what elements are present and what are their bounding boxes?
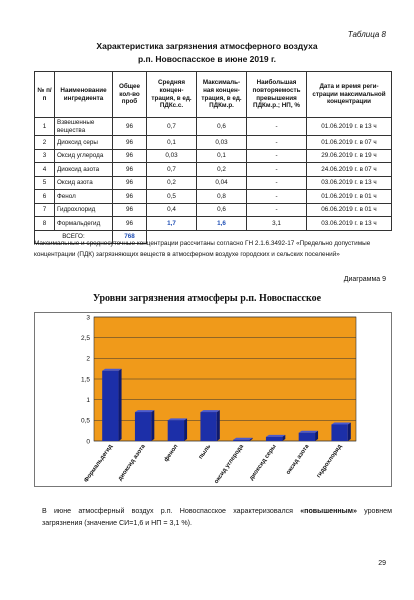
header-samples: Общее кол-во проб <box>113 72 147 118</box>
x-category-label: пыль <box>198 443 213 461</box>
cell-maximum: 0,6 <box>197 203 247 217</box>
table-row <box>35 190 392 204</box>
bar-top <box>299 431 318 433</box>
cell-average: 0,4 <box>147 203 197 217</box>
cell-date: 03.06.2019 г. в 13 ч <box>307 217 392 231</box>
conclusion-bold: «повышенным» <box>300 507 357 515</box>
cell-samples: 96 <box>113 203 147 217</box>
cell-average: 0,1 <box>147 136 197 150</box>
bar <box>233 440 249 441</box>
header-number: № п/п <box>35 72 55 118</box>
header-date: Дата и время реги-страции максимальной концентрации <box>307 72 392 118</box>
header-ingredient: Наименование ингредиента <box>55 72 113 118</box>
cell-maximum: 0,1 <box>197 149 247 163</box>
bar-top <box>233 438 252 440</box>
cell-average: 0,5 <box>147 190 197 204</box>
cell-ingredient: Оксид углерода <box>55 149 113 163</box>
cell-samples: 96 <box>113 190 147 204</box>
cell-ingredient: Гидрохлорид <box>55 203 113 217</box>
cell-number: 5 <box>35 176 55 190</box>
cell-samples: 96 <box>113 176 147 190</box>
cell-repeatability: - <box>247 149 307 163</box>
bar-top <box>331 422 350 424</box>
pollution-chart <box>34 312 392 487</box>
cell-maximum: 0,2 <box>197 163 247 177</box>
y-tick-label: 1,5 <box>80 376 90 384</box>
y-tick-label: 1 <box>86 396 90 404</box>
table-row <box>35 203 392 217</box>
x-category-label: диоксид азота <box>117 443 147 483</box>
cell-ingredient: Фенол <box>55 190 113 204</box>
cell-maximum: 0,03 <box>197 136 247 150</box>
bar-side <box>348 422 351 441</box>
document-title: Характеристика загрязнения атмосферного воздуха <box>96 41 318 51</box>
y-tick-label: 2 <box>86 355 90 363</box>
bar-side <box>184 418 187 441</box>
cell-ingredient: Оксид азота <box>55 176 113 190</box>
header-average: Средняя концен-трация, в ед. ПДКс.с. <box>147 72 197 118</box>
bar-top <box>102 369 121 371</box>
table-row <box>35 217 392 231</box>
cell-date: 24.06.2019 г. в 07 ч <box>307 163 392 177</box>
cell-ingredient: Взвешенные вещества <box>55 118 113 136</box>
bar <box>266 437 282 441</box>
cell-maximum: 0,04 <box>197 176 247 190</box>
cell-date: 01.06.2019 г. в 01 ч <box>307 190 392 204</box>
cell-date: 29.06.2019 г. в 19 ч <box>307 149 392 163</box>
cell-ingredient: Диоксид серы <box>55 136 113 150</box>
cell-date: 06.06.2019 г. в 01 ч <box>307 203 392 217</box>
header-repeatability: Наибольшая повторяемость превышения ПДКм.р.; НП, % <box>247 72 307 118</box>
cell-number: 8 <box>35 217 55 231</box>
cell-average: 0,7 <box>147 163 197 177</box>
cell-number: 3 <box>35 149 55 163</box>
bar-side <box>151 410 154 441</box>
x-category-label: Формальдегид <box>83 443 115 484</box>
table-row <box>35 118 392 136</box>
cell-repeatability: - <box>247 136 307 150</box>
bar <box>102 371 118 441</box>
bar <box>299 433 315 441</box>
bar <box>168 420 184 441</box>
cell-repeatability: - <box>247 118 307 136</box>
cell-date: 01.06.2019 г. в 13 ч <box>307 118 392 136</box>
table-header-row <box>35 72 392 118</box>
cell-average: 1,7 <box>147 217 197 231</box>
cell-date: 03.06.2019 г. в 13 ч <box>307 176 392 190</box>
cell-average: 0,2 <box>147 176 197 190</box>
x-category-label: диоксид серы <box>248 443 278 482</box>
pollution-table <box>34 71 392 244</box>
cell-repeatability: - <box>247 163 307 177</box>
x-category-label: гидрохлорид <box>315 443 344 480</box>
table-row <box>35 176 392 190</box>
header-maximum: Максималь-ная концен-трация, в ед. ПДКм.р. <box>197 72 247 118</box>
cell-number: 4 <box>35 163 55 177</box>
cell-samples: 96 <box>113 217 147 231</box>
bar-top <box>168 418 187 420</box>
cell-ingredient: Диоксид азота <box>55 163 113 177</box>
cell-maximum: 0,6 <box>197 118 247 136</box>
cell-samples: 96 <box>113 136 147 150</box>
bar <box>331 424 347 441</box>
cell-repeatability: - <box>247 176 307 190</box>
cell-ingredient: Формальдегид <box>55 217 113 231</box>
cell-samples: 96 <box>113 163 147 177</box>
bar-side <box>119 369 122 441</box>
cell-repeatability: - <box>247 203 307 217</box>
table-row <box>35 136 392 150</box>
x-category-label: фенол <box>163 443 180 464</box>
table-row <box>35 149 392 163</box>
cell-number: 2 <box>35 136 55 150</box>
conclusion-part1: В июне атмосферный воздух р.п. Новоспасское характеризовался <box>42 507 301 515</box>
y-tick-label: 0,5 <box>80 417 90 425</box>
cell-repeatability: - <box>247 190 307 204</box>
table-note: Максимальные и среднесуточные концентрации рассчитаны согласно ГН 2.1.6.3492-17 «Предельно допустимые концентрации (ПДК) загрязняющих веществ в атмосферном воздухе городских и сельских поселений» <box>34 240 371 259</box>
cell-number: 6 <box>35 190 55 204</box>
diagram-label: Диаграмма 9 <box>343 276 386 283</box>
bar <box>135 412 151 441</box>
y-tick-label: 0 <box>86 438 90 446</box>
conclusion-text <box>42 505 392 530</box>
total-value: 768 <box>113 230 147 244</box>
y-tick-label: 3 <box>86 314 90 322</box>
y-tick-label: 2,5 <box>80 334 90 342</box>
cell-number: 7 <box>35 203 55 217</box>
cell-samples: 96 <box>113 149 147 163</box>
cell-maximum: 0,8 <box>197 190 247 204</box>
cell-average: 0,03 <box>147 149 197 163</box>
total-label: ВСЕГО: <box>35 230 113 244</box>
cell-maximum: 1,6 <box>197 217 247 231</box>
bar <box>200 412 216 441</box>
cell-date: 01.06.2019 г. в 07 ч <box>307 136 392 150</box>
table-number: Таблица 8 <box>347 30 386 39</box>
x-category-label: оксид углерода <box>213 443 246 486</box>
cell-samples: 96 <box>113 118 147 136</box>
cell-average: 0,7 <box>147 118 197 136</box>
x-category-label: оксид азота <box>285 443 311 476</box>
cell-repeatability: 3,1 <box>247 217 307 231</box>
conclusion-part2: уровнем загрязнения (значение СИ=1,6 и НП = 3,1 %). <box>42 507 393 528</box>
bar-side <box>217 410 220 441</box>
table-row <box>35 163 392 177</box>
document-subtitle: р.п. Новоспасское в июне 2019 г. <box>137 54 277 64</box>
cell-number: 1 <box>35 118 55 136</box>
bar-top <box>200 410 219 412</box>
bar-top <box>266 435 285 437</box>
bar-top <box>135 410 154 412</box>
chart-title: Уровни загрязнения атмосферы р.п. Новоспасское <box>92 293 322 304</box>
page-number: 29 <box>378 560 386 567</box>
